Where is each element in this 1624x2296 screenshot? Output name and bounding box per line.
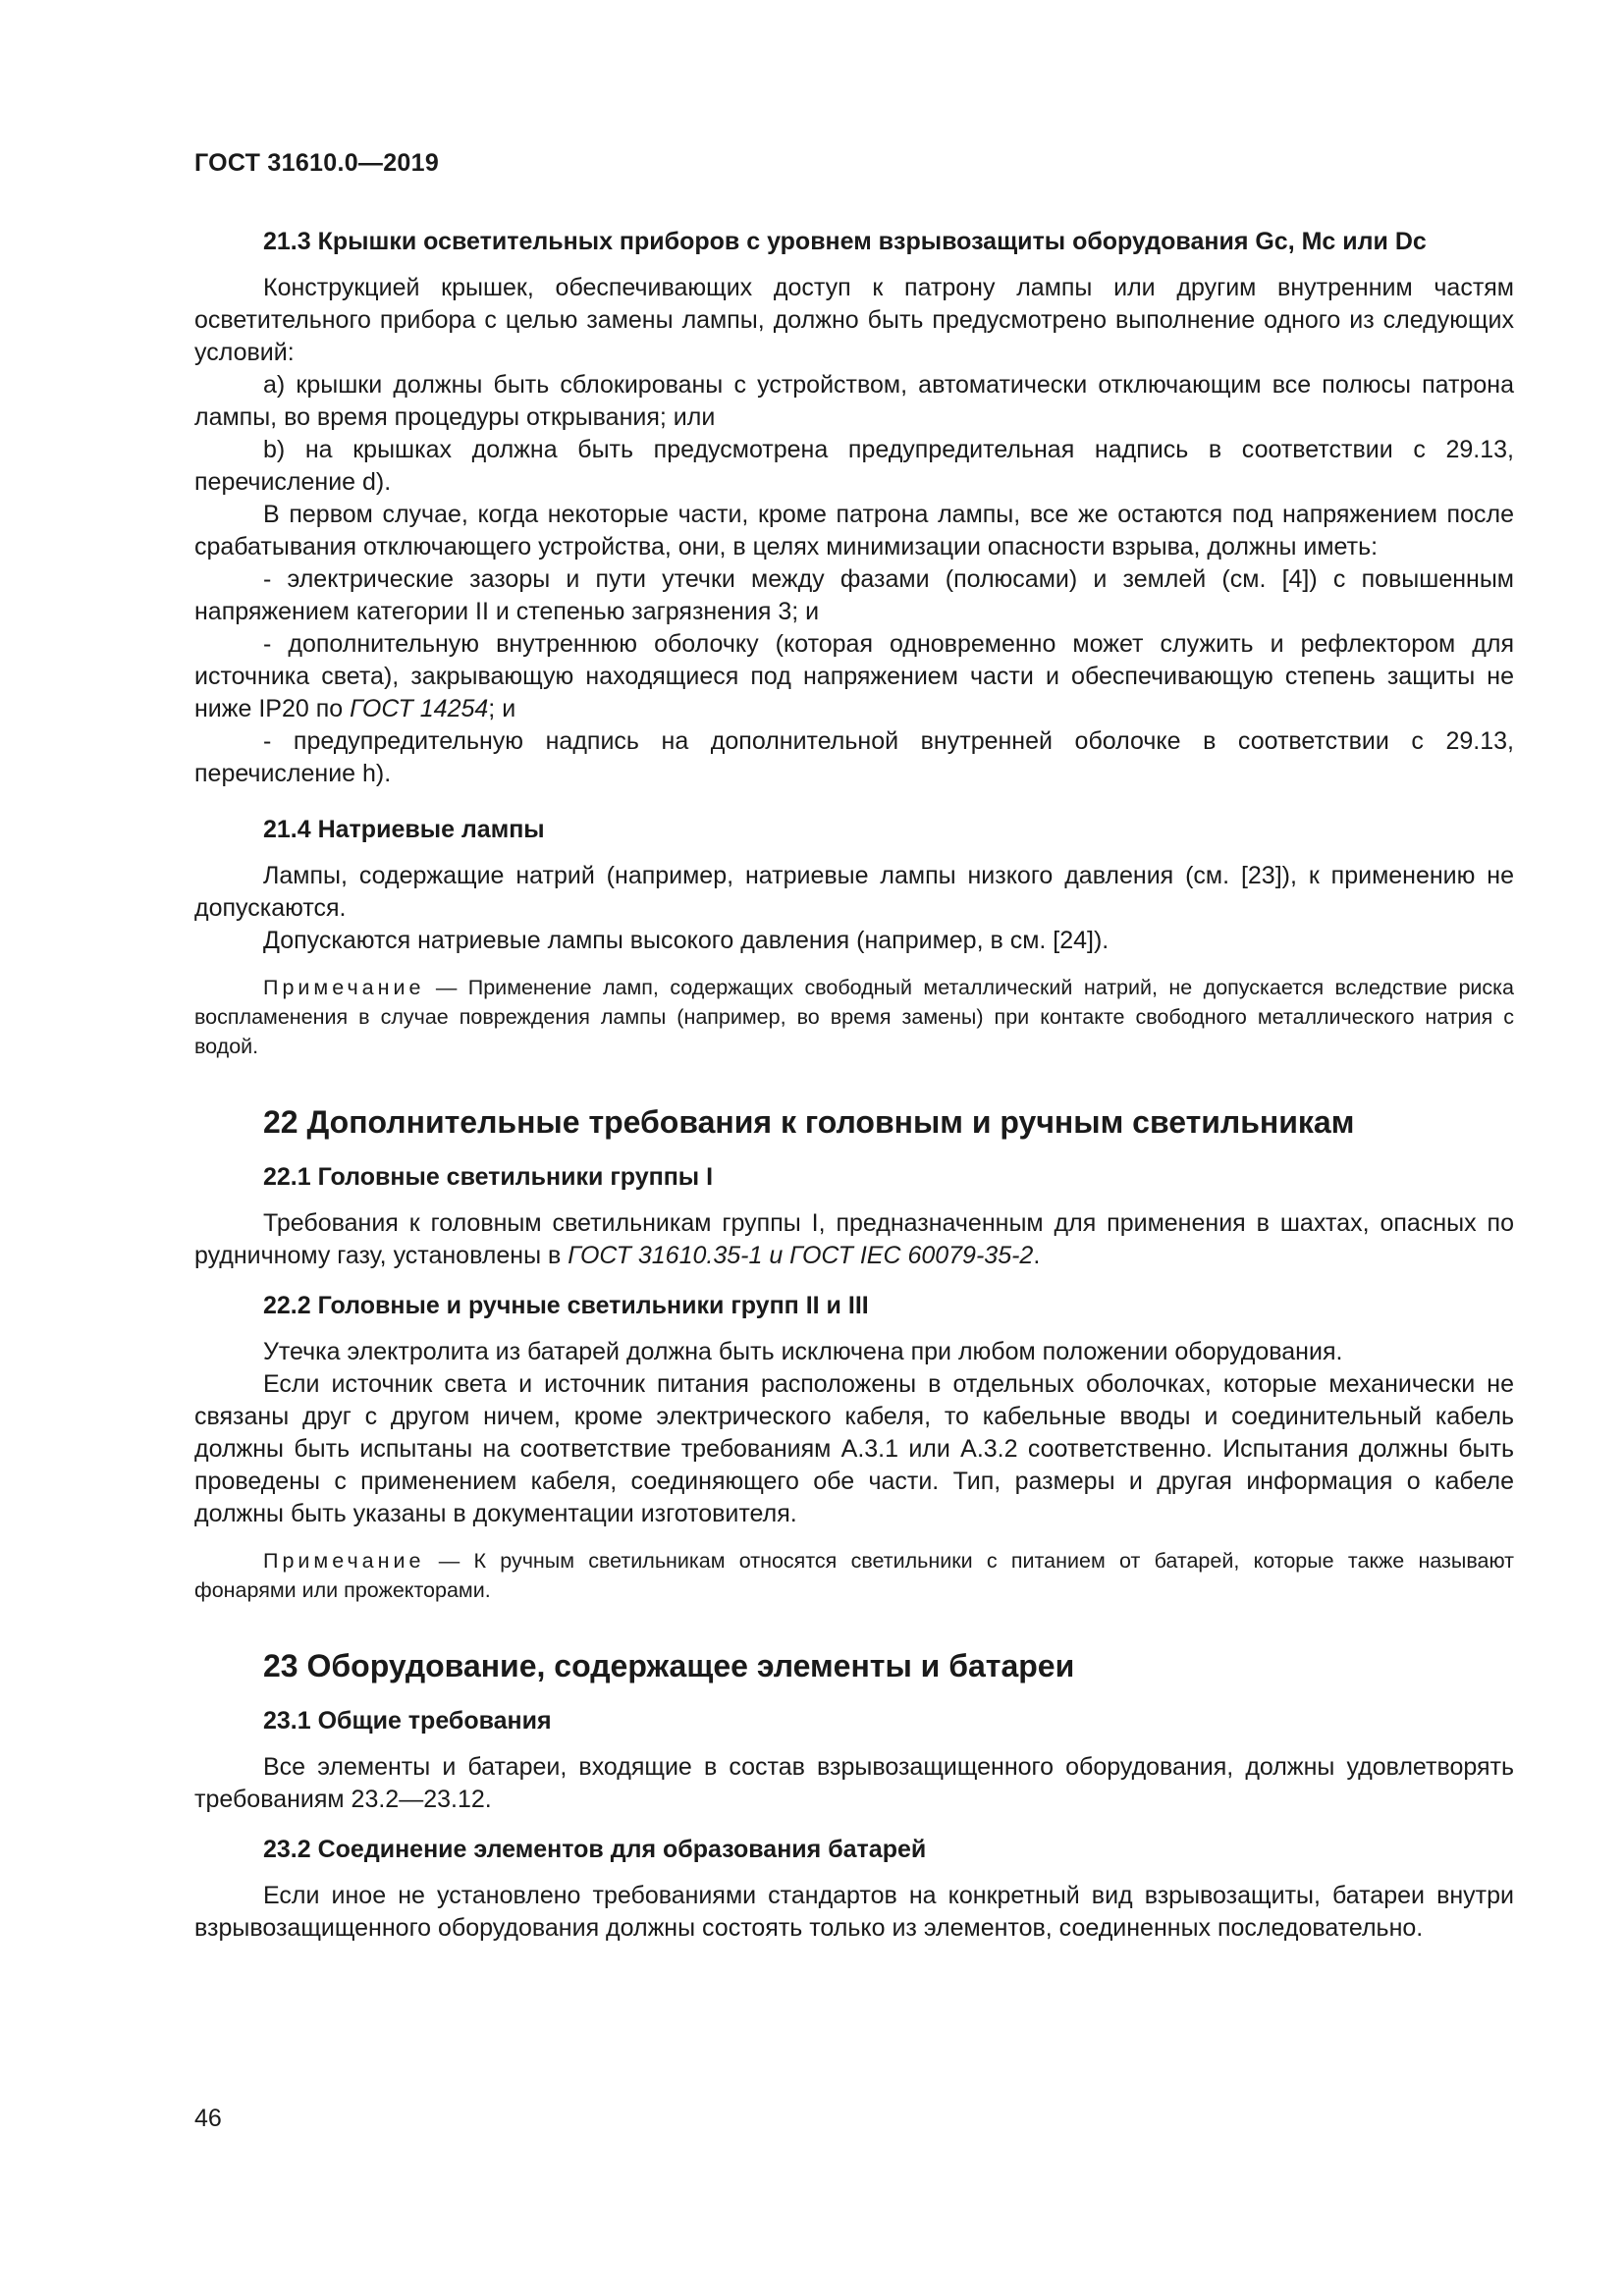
standard-reference: ГОСТ 14254 [350, 695, 489, 722]
note-label: Примечание [263, 1549, 425, 1573]
section-21-3-heading: 21.3 Крышки осветительных приборов с уровнем взрывозащиты оборудования Gc, Mc или Dc [263, 228, 1427, 255]
section-22-heading: 22 Дополнительные требования к головным и ручным светильникам [263, 1104, 1355, 1140]
text-run: ; и [488, 695, 516, 722]
paragraph: Конструкцией крышек, обеспечивающих доступ к патрону лампы или другим внутренним частям осветительного прибора с целью замены лампы, должно быть предусмотрено выполнение одного из следующих условий: [194, 274, 1514, 366]
section-23-heading: 23 Оборудование, содержащее элементы и батареи [263, 1648, 1075, 1683]
section-22-1-heading: 22.1 Головные светильники группы I [263, 1163, 714, 1191]
list-item-dash: - предупредительную надпись на дополнительной внутренней оболочке в соответствии с 29.13, перечисление h). [194, 727, 1514, 787]
note [194, 1546, 1514, 1605]
text-run: - дополнительную внутреннюю оболочку (которая одновременно может служить и рефлектором для источника света), закрывающую находящиеся под напряжением части и обеспечивающую степень защиты не ниже IP20 по [194, 630, 1514, 722]
note-text: — К ручным светильникам относятся светильники с питанием от батарей, которые также называют фонарями или прожекторами. [194, 1549, 1514, 1602]
page-content [194, 226, 1514, 1945]
text-run: . [1033, 1242, 1041, 1269]
section-22-2-heading: 22.2 Головные и ручные светильники групп II и III [263, 1292, 869, 1319]
list-item-a: a) крышки должны быть сблокированы с устройством, автоматически отключающим все полюсы патрона лампы, во время процедуры открывания; или [194, 371, 1514, 431]
note-text: — Применение ламп, содержащих свободный металлический натрий, не допускается вследствие риска воспламенения в случае повреждения лампы (например, во время замены) при контакте свободного металлического натрия с водой. [194, 976, 1514, 1058]
list-item-dash [194, 628, 1514, 725]
note-label: Примечание [263, 976, 425, 999]
page-number: 46 [194, 2105, 222, 2132]
list-item-b: b) на крышках должна быть предусмотрена предупредительная надпись в соответствии с 29.13, перечисление d). [194, 436, 1514, 496]
section-23-1-heading: 23.1 Общие требования [263, 1707, 552, 1735]
note [194, 973, 1514, 1061]
standard-reference: ГОСТ 31610.35-1 и ГОСТ IEC 60079-35-2 [568, 1242, 1034, 1269]
text-run: Требования к головным светильникам группы I, предназначенным для применения в шахтах, опасных по рудничному газу, установлены в [194, 1209, 1514, 1269]
paragraph: Если иное не установлено требованиями стандартов на конкретный вид взрывозащиты, батареи внутри взрывозащищенного оборудования должны состоять только из элементов, соединенных последовательно. [194, 1882, 1514, 1942]
section-23-2-heading: 23.2 Соединение элементов для образования батарей [263, 1836, 927, 1863]
list-item-dash: - электрические зазоры и пути утечки между фазами (полюсами) и землей (см. [4]) с повышенным напряжением категории II и степенью загрязнения 3; и [194, 565, 1514, 625]
paragraph: Если источник света и источник питания расположены в отдельных оболочках, которые механически не связаны друг с другом ничем, кроме электрического кабеля, то кабельные вводы и соединительный кабель должны быть испытаны на соответствие требованиям А.3.1 или А.3.2 соответственно. Испытания должны быть проведены с применением кабеля, соединяющего обе части. Тип, размеры и другая информация о кабеле должны быть указаны в документации изготовителя. [194, 1370, 1514, 1527]
paragraph: Все элементы и батареи, входящие в состав взрывозащищенного оборудования, должны удовлетворять требованиям 23.2—23.12. [194, 1753, 1514, 1813]
paragraph: Допускаются натриевые лампы высокого давления (например, в см. [24]). [263, 927, 1110, 954]
document-header: ГОСТ 31610.0—2019 [194, 149, 440, 177]
paragraph [194, 1207, 1514, 1272]
paragraph: Утечка электролита из батарей должна быть исключена при любом положении оборудования. [263, 1338, 1343, 1365]
paragraph: Лампы, содержащие натрий (например, натриевые лампы низкого давления (см. [23]), к применению не допускаются. [194, 862, 1514, 922]
paragraph: В первом случае, когда некоторые части, кроме патрона лампы, все же остаются под напряжением после срабатывания отключающего устройства, они, в целях минимизации опасности взрыва, должны иметь: [194, 501, 1514, 561]
section-21-4-heading: 21.4 Натриевые лампы [263, 816, 545, 843]
